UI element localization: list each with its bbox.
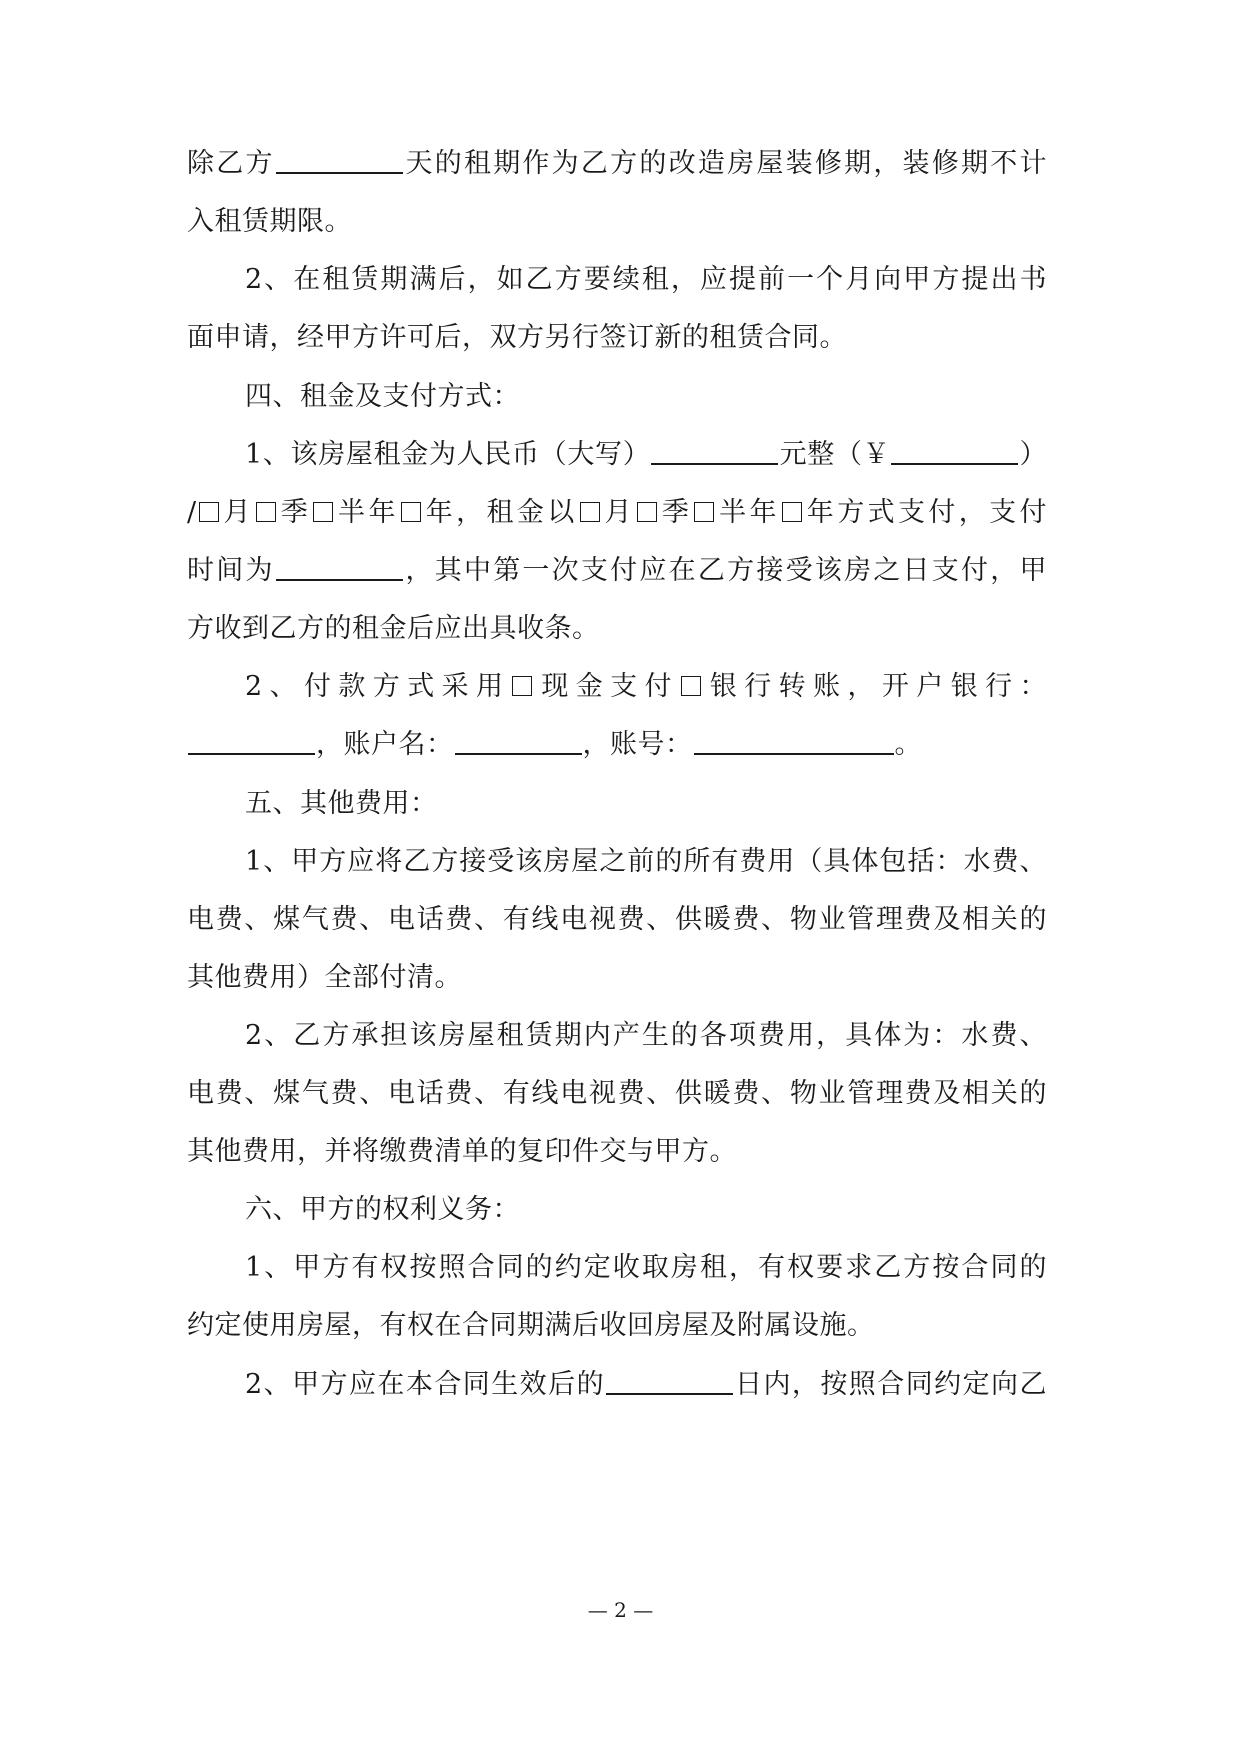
checkbox-icon[interactable] xyxy=(512,676,532,696)
text-segment: 2、付款方式采用 xyxy=(245,671,511,702)
text-line xyxy=(245,1365,1047,1405)
text-line: 方收到乙方的租金后应出具收条。 xyxy=(187,613,600,644)
text-line: 电费、煤气费、电话费、有线电视费、供暖费、物业管理费及相关的 xyxy=(187,904,1047,935)
page-number: — 2 — xyxy=(587,1598,654,1622)
option-label: 季 xyxy=(658,497,693,528)
checkbox-icon[interactable] xyxy=(401,502,421,522)
checkbox-icon[interactable] xyxy=(694,502,714,522)
option-label: 月 xyxy=(220,497,254,528)
text-line: 其他费用）全部付清。 xyxy=(187,962,462,993)
fill-blank xyxy=(694,727,894,755)
option-label: 月 xyxy=(601,497,635,528)
checkbox-icon[interactable] xyxy=(199,502,219,522)
checkbox-icon[interactable] xyxy=(313,502,333,522)
text-line: 约定使用房屋，有权在合同期满后收回房屋及附属设施。 xyxy=(187,1310,875,1341)
text-line xyxy=(187,493,1047,533)
text-segment: 元整（￥ xyxy=(779,439,891,470)
text-segment: ） xyxy=(1019,439,1048,470)
fill-blank xyxy=(651,437,778,465)
fill-blank xyxy=(188,727,315,755)
option-label: 年 xyxy=(422,497,457,528)
text-line: 其他费用，并将缴费清单的复印件交与甲方。 xyxy=(187,1136,737,1167)
checkbox-icon[interactable] xyxy=(637,502,657,522)
section-heading: 五、其他费用： xyxy=(245,788,438,819)
checkbox-icon[interactable] xyxy=(681,676,701,696)
text-segment: ，账户名： xyxy=(316,729,454,760)
option-label: 半年 xyxy=(335,497,399,528)
fill-blank xyxy=(276,553,403,581)
text-line xyxy=(187,725,922,765)
text-line xyxy=(245,667,1047,707)
text-segment: 2、甲方应在本合同生效后的 xyxy=(245,1369,606,1400)
option-label: 半年 xyxy=(716,497,780,528)
fill-blank xyxy=(455,727,582,755)
section-heading: 六、甲方的权利义务： xyxy=(245,1194,520,1225)
fill-blank xyxy=(891,437,1018,465)
text-line: 2、乙方承担该房屋租赁期内产生的各项费用，具体为：水费、 xyxy=(245,1020,1047,1051)
text-line: 面申请，经甲方许可后，双方另行签订新的租赁合同。 xyxy=(187,322,847,353)
text-segment: 天的租期作为乙方的改造房屋装修期，装修期不计 xyxy=(403,148,1048,179)
text-segment: 年方式支付，支付 xyxy=(803,497,1048,528)
checkbox-icon[interactable] xyxy=(782,502,802,522)
option-label: 现金支付 xyxy=(534,671,679,702)
text-segment: ，其中第一次支付应在乙方接受该房之日支付，甲 xyxy=(403,555,1048,586)
text-line xyxy=(187,551,1047,591)
text-segment: 1、该房屋租金为人民币（大写） xyxy=(245,439,651,470)
text-segment: 除乙方 xyxy=(187,148,275,179)
text-segment: 日内，按照合同约定向乙 xyxy=(734,1369,1048,1400)
text-line xyxy=(245,435,1047,475)
text-segment: 银行转账，开户银行： xyxy=(702,671,1048,702)
text-line: 1、甲方有权按照合同的约定收取房租，有权要求乙方按合同的 xyxy=(245,1252,1047,1283)
text-line xyxy=(187,144,1047,184)
text-line: 1、甲方应将乙方接受该房屋之前的所有费用（具体包括：水费、 xyxy=(245,846,1047,877)
text-segment: ，账号： xyxy=(582,729,693,760)
fill-blank xyxy=(606,1367,733,1395)
section-heading: 四、租金及支付方式： xyxy=(245,381,520,412)
text-segment: ，租金以 xyxy=(456,497,578,528)
text-line: 入租赁期限。 xyxy=(187,206,352,237)
text-line: 2、在租赁期满后，如乙方要续租，应提前一个月向甲方提出书 xyxy=(245,264,1047,295)
option-label: 季 xyxy=(277,497,312,528)
text-segment: / xyxy=(187,497,197,528)
fill-blank xyxy=(276,146,403,174)
checkbox-icon[interactable] xyxy=(256,502,276,522)
text-segment: 时间为 xyxy=(187,555,275,586)
text-segment: 。 xyxy=(894,729,922,760)
checkbox-icon[interactable] xyxy=(580,502,600,522)
text-line: 电费、煤气费、电话费、有线电视费、供暖费、物业管理费及相关的 xyxy=(187,1078,1047,1109)
